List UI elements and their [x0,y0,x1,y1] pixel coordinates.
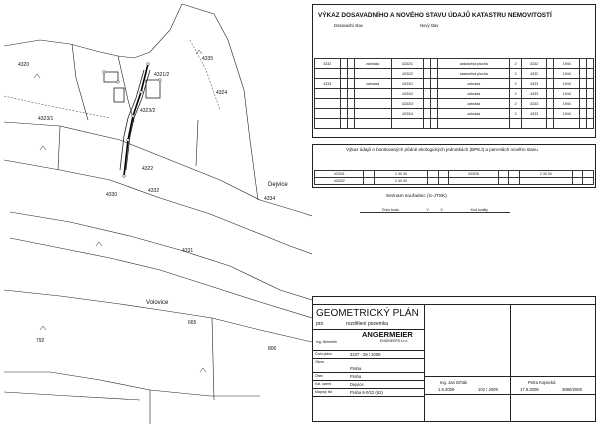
table-cell: 1944 [554,79,580,89]
table-cell: 4332/2 [391,69,424,79]
table-cell [498,171,509,178]
place-label: Volovice [146,300,169,306]
table-cell: 2 [510,109,522,119]
table-cell: 1944 [554,109,580,119]
table-cell [580,119,587,129]
table-cell [547,79,554,89]
table-cell [586,59,593,69]
okres-value: Praha [350,366,362,371]
summary-row [315,59,594,69]
parcel-label: 4335 [202,56,214,62]
bpej-row [315,178,594,185]
table-cell [340,109,347,119]
table-cell: 4333 [521,79,547,89]
parcel-label: 665 [188,320,197,326]
table-cell [431,59,438,69]
surveyor-name: Ing. Němeček [316,340,337,344]
parcel-label: 4322 [142,166,154,172]
table-cell: 2 [510,99,522,109]
table-cell: 2 [510,89,522,99]
table-cell [498,178,509,185]
table-cell [347,59,354,69]
table-cell [340,99,347,109]
table-cell [347,69,354,79]
table-cell: 4333 [521,109,547,119]
table-cell [580,89,587,99]
table-cell [583,171,594,178]
table-cell [347,119,354,129]
table-cell: zahrada [438,109,510,119]
parcel-label: 4331 [182,248,194,254]
obec-value: Praha [350,374,362,379]
parcel-label: 806 [268,346,277,352]
table-cell: 2 40 00 [519,171,572,178]
table-cell: zastavěná plocha [438,69,510,79]
table-cell [364,171,375,178]
table-cell [583,178,594,185]
coord-header: Kód kvality [449,208,510,213]
table-cell [431,89,438,99]
verified-name: Ing. Jan Drhák [440,380,468,385]
parcel-label: 4321/2 [154,72,170,78]
bpej-table [314,170,594,185]
bpej-row [315,171,594,178]
table-cell [421,288,435,293]
table-cell: 4333/1 [315,171,364,178]
coord-row [360,288,510,293]
table-cell [580,79,587,89]
plan-no-label: Číslo plánu [315,352,332,356]
table-cell: 4333/4 [391,109,424,119]
checked-no: 3690/2009 [562,387,582,392]
table-cell: zahrada [354,59,391,69]
table-cell [554,119,580,129]
table-cell: 4333 [521,99,547,109]
obec-label: Obec [315,374,324,378]
table-cell [586,69,593,79]
summary-row [315,69,594,79]
summary-row [315,99,594,109]
table-cell [424,59,431,69]
table-cell [509,171,520,178]
table-cell [424,109,431,119]
summary-row [315,89,594,99]
table-cell [510,119,522,129]
table-cell [315,69,341,79]
table-cell: 4332 [521,69,547,79]
table-cell [586,99,593,109]
summary-row [315,119,594,129]
table-cell [354,109,391,119]
table-cell [438,178,449,185]
table-cell: 4333/3 [391,99,424,109]
table-cell [315,109,341,119]
table-cell [580,69,587,79]
table-cell: zastavěná plocha [438,59,510,69]
table-cell [449,288,510,293]
table-cell [519,178,572,185]
table-cell: 1944 [554,99,580,109]
table-cell [360,288,421,293]
summary-row [315,79,594,89]
table-cell [424,79,431,89]
table-cell [340,69,347,79]
table-cell: 4332 [521,59,547,69]
checked-date: 17.9.2009 [520,387,539,392]
mapovy-value: Praha 6-0/22 (62) [350,390,383,395]
table-cell [354,89,391,99]
table-cell: 4333/2 [315,178,364,185]
table-cell [547,109,554,119]
table-cell: 2 40 00 [375,178,428,185]
table-cell [391,119,424,129]
table-cell [340,59,347,69]
coords-title: Seznam souřadnic (S-JTSK) [386,194,447,199]
table-cell [424,119,431,129]
parcel-label: 4330 [106,192,118,198]
plan-no: 3237 - 28 / 2009 [350,352,381,357]
okres-label: Okres [315,360,325,364]
table-cell [424,69,431,79]
table-cell: 1944 [554,69,580,79]
table-cell [347,99,354,109]
old-state-label: Dosavadní stav [334,23,363,28]
table-cell [438,119,510,129]
table-cell: zahrada [438,99,510,109]
table-cell [521,119,547,129]
table-cell: zahrada [438,79,510,89]
place-label: Dejvice [268,182,288,188]
table-cell [431,69,438,79]
table-cell [586,109,593,119]
table-cell: 1944 [554,59,580,69]
table-cell [315,89,341,99]
table-cell: 4332/1 [391,59,424,69]
table-cell: zahrada [438,89,510,99]
new-state-label: Nový stav [420,23,439,28]
table-cell [580,99,587,109]
table-cell: 2 [510,69,522,79]
coord-header: X [435,208,449,213]
table-cell [347,79,354,89]
parcel-label: 4323/1 [38,116,54,122]
table-cell [347,89,354,99]
verified-date: 1.9.2009 [438,387,455,392]
company-sub: ENGINEERS s.r.o. [380,339,409,343]
summary-title: VÝKAZ DOSAVADNÍHO A NOVÉHO STAVU ÚDAJŮ KATASTRU NEMOVITOSTÍ [318,12,552,19]
parcel-label: 4332 [148,188,160,194]
coord-header: Y [421,208,435,213]
bpej-title: Výkaz údajů o bonitovaných půdně ekologických jednotkách (BPEJ) a parcelách nového stavu [346,147,538,152]
verified-no: 102 / 2009 [478,387,498,392]
table-cell [580,109,587,119]
pro-label: pro [316,321,324,327]
table-cell [431,79,438,89]
ku-label: Kat. území [315,382,332,386]
parcel-label: 792 [36,338,45,344]
coord-header: Číslo bodu [360,208,421,213]
summary-row [315,109,594,119]
parcel-label: 4334 [264,196,276,202]
table-cell: 4332 [315,59,341,69]
table-cell [315,99,341,109]
table-cell [547,99,554,109]
table-cell [424,99,431,109]
table-cell [547,119,554,129]
table-cell [547,69,554,79]
table-cell [431,99,438,109]
table-cell: 4333 [315,79,341,89]
ku-value: Dejvice [350,382,364,387]
table-cell: 2 [510,59,522,69]
table-cell: 4333 [521,89,547,99]
table-cell [347,109,354,119]
table-cell: 4333/1 [391,79,424,89]
table-cell [547,59,554,69]
table-cell [340,119,347,129]
table-cell [547,89,554,99]
table-cell: 4332/8 [449,171,498,178]
plan-heading: GEOMETRICKÝ PLÁN [316,308,419,319]
table-cell [315,119,341,129]
table-cell [580,59,587,69]
parcel-label: 4323/2 [140,108,156,114]
table-cell [572,178,583,185]
mapovy-label: Mapový list [315,390,332,394]
table-cell [435,288,449,293]
table-cell [449,178,498,185]
checked-name: Petra Kopecká [528,380,556,385]
plan-purpose: rozdělení pozemku [346,321,389,327]
table-cell [424,89,431,99]
table-cell: zahrada [354,79,391,89]
table-cell [509,178,520,185]
table-cell [340,89,347,99]
table-cell: 1944 [554,89,580,99]
table-cell [431,119,438,129]
table-cell [428,178,439,185]
table-cell: 4333/2 [391,89,424,99]
company-name: ANGERMEIER [362,330,413,339]
table-cell [572,171,583,178]
table-cell [586,89,593,99]
table-cell [364,178,375,185]
table-cell [340,79,347,89]
table-cell: 2 40 00 [375,171,428,178]
table-cell [586,119,593,129]
summary-table [314,58,594,129]
coordinate-table [360,208,510,293]
table-cell [438,171,449,178]
table-cell: 2 [510,79,522,89]
parcel-label: 4324 [216,90,228,96]
table-cell [354,119,391,129]
table-cell [586,79,593,89]
table-cell [431,109,438,119]
table-cell [428,171,439,178]
table-cell [354,99,391,109]
parcel-label: 4320 [18,62,30,68]
table-cell [354,69,391,79]
